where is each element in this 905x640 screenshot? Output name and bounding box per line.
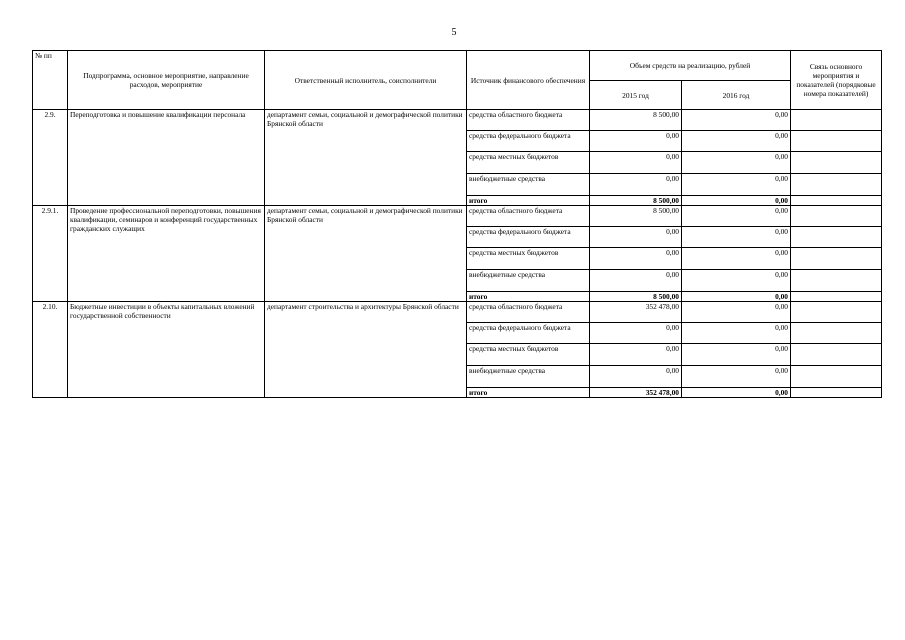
header-year-2015: 2015 год: [590, 81, 682, 110]
indicator-link: [791, 388, 882, 398]
item-executor: департамент строительства и архитектуры Брянской области: [265, 302, 467, 398]
amount-2016: 0,00: [682, 152, 791, 174]
amount-2015: 0,00: [590, 323, 682, 344]
amount-2016: 0,00: [682, 323, 791, 344]
amount-2015: 0,00: [590, 248, 682, 270]
funding-source: средства федерального бюджета: [467, 131, 590, 152]
indicator-link: [791, 174, 882, 196]
amount-2015: 352 478,00: [590, 388, 682, 398]
indicator-link: [791, 344, 882, 366]
funding-source: внебюджетные средства: [467, 270, 590, 292]
amount-2016: 0,00: [682, 366, 791, 388]
indicator-link: [791, 110, 882, 131]
item-code: 2.9.: [33, 110, 68, 206]
funding-source: итого: [467, 388, 590, 398]
table-row: [33, 302, 882, 323]
indicator-link: [791, 131, 882, 152]
amount-2016: 0,00: [682, 248, 791, 270]
indicator-link: [791, 206, 882, 227]
indicator-link: [791, 152, 882, 174]
funding-source: внебюджетные средства: [467, 366, 590, 388]
header-amount-group: Объем средств на реализацию, рублей: [590, 51, 791, 81]
funding-source: средства местных бюджетов: [467, 152, 590, 174]
funding-source: средства федерального бюджета: [467, 227, 590, 248]
header-executor: Ответственный исполнитель, соисполнители: [265, 51, 467, 110]
amount-2016: 0,00: [682, 196, 791, 206]
amount-2015: 0,00: [590, 270, 682, 292]
amount-2015: 0,00: [590, 174, 682, 196]
amount-2016: 0,00: [682, 110, 791, 131]
amount-2015: 0,00: [590, 344, 682, 366]
amount-2016: 0,00: [682, 227, 791, 248]
indicator-link: [791, 248, 882, 270]
item-executor: департамент семьи, социальной и демографической политики Брянской области: [265, 110, 467, 206]
funding-source: средства местных бюджетов: [467, 248, 590, 270]
funding-source: средства областного бюджета: [467, 206, 590, 227]
amount-2015: 8 500,00: [590, 196, 682, 206]
amount-2016: 0,00: [682, 302, 791, 323]
table-row: [33, 110, 882, 131]
indicator-link: [791, 302, 882, 323]
amount-2016: 0,00: [682, 206, 791, 227]
item-name: Бюджетные инвестиции в объекты капитальных вложений государственной собственности: [68, 302, 265, 398]
header-program: Подпрограмма, основное мероприятие, направление расходов, мероприятие: [68, 51, 265, 110]
indicator-link: [791, 270, 882, 292]
amount-2015: 0,00: [590, 131, 682, 152]
amount-2016: 0,00: [682, 388, 791, 398]
amount-2015: 352 478,00: [590, 302, 682, 323]
budget-table: [32, 50, 882, 398]
funding-source: средства областного бюджета: [467, 302, 590, 323]
header-source: Источник финансового обеспечения: [467, 51, 590, 110]
funding-source: итого: [467, 196, 590, 206]
funding-source: итого: [467, 292, 590, 302]
amount-2016: 0,00: [682, 174, 791, 196]
funding-source: внебюджетные средства: [467, 174, 590, 196]
header-number: № пп: [33, 51, 68, 110]
funding-source: средства федерального бюджета: [467, 323, 590, 344]
indicator-link: [791, 366, 882, 388]
indicator-link: [791, 323, 882, 344]
amount-2015: 8 500,00: [590, 110, 682, 131]
header-link: Связь основного мероприятия и показателей (порядковые номера показателей): [791, 51, 882, 110]
header-year-2016: 2016 год: [682, 81, 791, 110]
funding-source: средства областного бюджета: [467, 110, 590, 131]
page-number: 5: [451, 27, 457, 38]
amount-2015: 8 500,00: [590, 206, 682, 227]
table-body: [33, 110, 882, 398]
item-code: 2.10.: [33, 302, 68, 398]
indicator-link: [791, 227, 882, 248]
table-row: [33, 206, 882, 227]
amount-2016: 0,00: [682, 131, 791, 152]
table-header: [33, 51, 882, 110]
amount-2015: 8 500,00: [590, 292, 682, 302]
indicator-link: [791, 196, 882, 206]
item-name: Переподготовка и повышение квалификации персонала: [68, 110, 265, 206]
amount-2016: 0,00: [682, 292, 791, 302]
funding-source: средства местных бюджетов: [467, 344, 590, 366]
indicator-link: [791, 292, 882, 302]
amount-2015: 0,00: [590, 366, 682, 388]
amount-2015: 0,00: [590, 227, 682, 248]
amount-2016: 0,00: [682, 344, 791, 366]
amount-2015: 0,00: [590, 152, 682, 174]
amount-2016: 0,00: [682, 270, 791, 292]
item-name: Проведение профессиональной переподготовки, повышения квалификации, семинаров и конференций государственных гражданских служащих: [68, 206, 265, 302]
item-code: 2.9.1.: [33, 206, 68, 302]
item-executor: департамент семьи, социальной и демографической политики Брянской области: [265, 206, 467, 302]
